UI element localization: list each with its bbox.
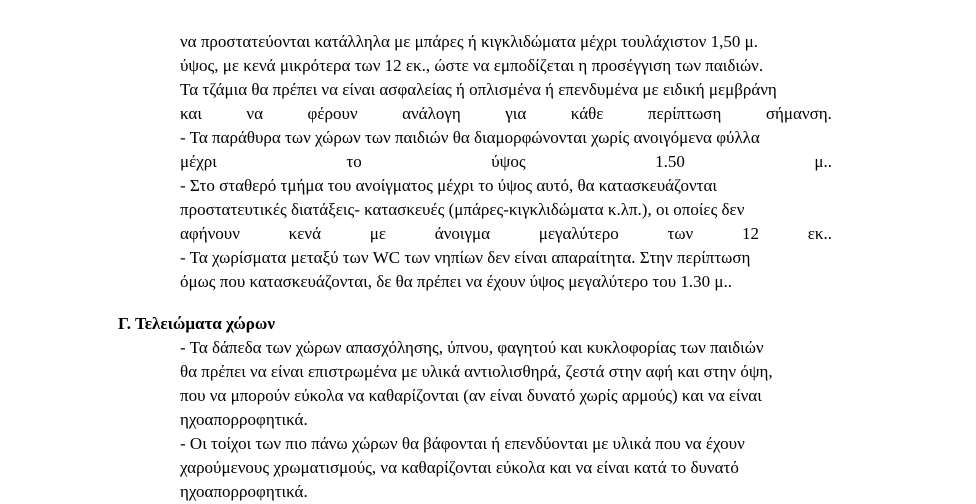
text-line [180,432,832,456]
text-line-content: χαρούμενους χρωματισμούς, να καθαρίζονται εύκολα και να είναι κατά το δυνατό [180,458,739,477]
text-line [180,480,832,504]
word: φέρουν [307,104,358,123]
text-line [180,384,832,408]
text-line-content: - Τα χωρίσματα μεταξύ των WC των νηπίων δεν είναι απαραίτητα. Στην περίπτωση [180,248,751,267]
word: να [246,104,264,123]
word: με [369,224,387,243]
text-line [180,30,832,54]
text-line-content: - Τα παράθυρα των χώρων των παιδιών θα διαμορφώνονται χωρίς ανοιγόμενα φύλλα [180,128,760,147]
text-line [180,408,832,432]
text-line-content: να προστατεύονται κατάλληλα με μπάρες ή κιγκλιδώματα μέχρι τουλάχιστον 1,50 μ. [180,32,758,51]
word: σήμανση. [765,104,832,123]
text-line-content: - Στο σταθερό τμήμα του ανοίγματος μέχρι το ύψος αυτό, θα κατασκευάζονται [180,176,717,195]
text-line-justified [180,222,832,246]
text-line [180,360,832,384]
word: 12 [741,224,759,243]
word: 1.50 [655,152,685,171]
word: κενά [288,224,321,243]
text-line [180,78,832,102]
text-line-content: ύψος, με κενά μικρότερα των 12 εκ., ώστε να εμποδίζεται η προσέγγιση των παιδιών. [180,56,764,75]
word: των [667,224,694,243]
text-line-content: ηχοαπορροφητικά. [180,482,308,501]
text-line [180,336,832,360]
text-line-content: ηχοαπορροφητικά. [180,410,308,429]
word: μεγαλύτερο [538,224,619,243]
text-line-content: θα πρέπει να είναι επιστρωμένα με υλικά αντιολισθηρά, ζεστά στην αφή και στην όψη, [180,362,773,381]
text-line-content: - Οι τοίχοι των πιο πάνω χώρων θα βάφονται ή επενδύονται με υλικά που να έχουν [180,434,745,453]
word: αφήνουν [180,224,240,243]
word: το [346,152,362,171]
word: μ.. [814,152,832,171]
text-line [180,54,832,78]
word: άνοιγμα [434,224,490,243]
text-line [180,456,832,480]
word: για [505,104,527,123]
text-line-justified [180,150,832,174]
word: εκ.. [807,224,832,243]
text-line [180,174,832,198]
word: ανάλογη [402,104,461,123]
word: ύψος [491,152,526,171]
word: και [180,104,202,123]
text-line [180,126,832,150]
word: μέχρι [180,152,217,171]
text-line [180,270,832,294]
text-line-justified [180,102,832,126]
text-line [180,198,832,222]
text-line-content: προστατευτικές διατάξεις- κατασκευές (μπάρες-κιγκλιδώματα κ.λπ.), οι οποίες δεν [180,200,745,219]
section-heading: Γ. Τελειώματα χώρων [118,314,275,333]
word: περίπτωση [647,104,722,123]
text-line-content: - Τα δάπεδα των χώρων απασχόλησης, ύπνου, φαγητού και κυκλοφορίας των παιδιών [180,338,764,357]
word: κάθε [570,104,604,123]
text-line [180,246,832,270]
text-line-content: Τα τζάμια θα πρέπει να είναι ασφαλείας ή οπλισμένα ή επενδυμένα με ειδική μεμβράνη [180,80,777,99]
text-line-content: που να μπορούν εύκολα να καθαρίζονται (αν είναι δυνατό χωρίς αρμούς) και να είναι [180,386,762,405]
text-line-content: όμως που κατασκευάζονται, δε θα πρέπει να έχουν ύψος μεγαλύτερο του 1.30 μ.. [180,272,733,291]
